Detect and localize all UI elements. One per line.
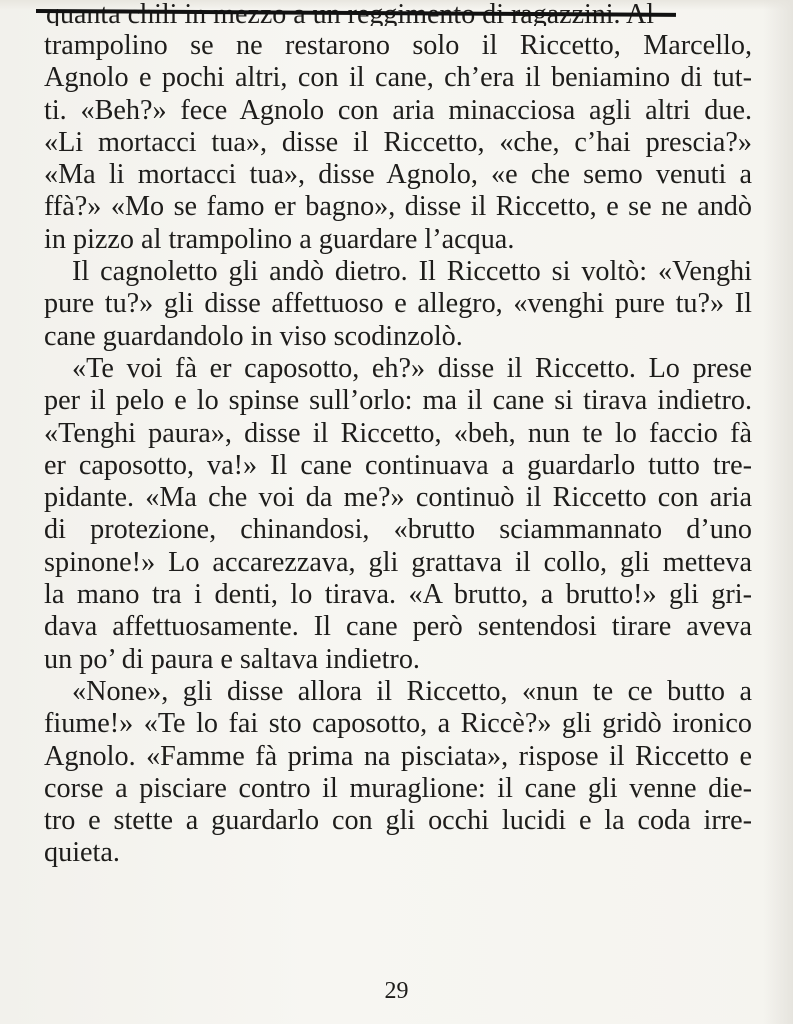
text-line: cane guardandolo in viso scodinzolò. xyxy=(44,320,463,352)
text-line: ffà?» «Mo se famo er bagno», disse il Riccetto, e se ne andò xyxy=(44,191,752,223)
text-line: spinone!» Lo accarezzava, gli grattava il collo, gli metteva xyxy=(44,546,752,578)
text-line: «Li mortacci tua», disse il Riccetto, «che, c’hai prescia?» xyxy=(44,126,752,158)
text-line: la mano tra i denti, lo tirava. «A brutto, a brutto!» gli gri- xyxy=(44,579,752,611)
text-line: er caposotto, va!» Il cane continuava a guardarlo tutto tre- xyxy=(44,449,752,481)
text-line: un po’ di paura e saltava indietro. xyxy=(44,643,420,675)
text-line: fiume!» «Te lo fai sto caposotto, a Riccè?» gli gridò ironico xyxy=(44,708,752,740)
text-line: ti. «Beh?» fece Agnolo con aria minacciosa agli altri due. xyxy=(44,94,752,126)
text-line: Agnolo. «Famme fà prima na pisciata», rispose il Riccetto e xyxy=(44,740,752,772)
body-text xyxy=(44,30,752,870)
text-line: per il pelo e lo spinse sull’orlo: ma il cane si tirava indietro. xyxy=(44,385,752,417)
text-line: tro e stette a guardarlo con gli occhi lucidi e la coda irre- xyxy=(44,805,752,837)
text-line: di protezione, chinandosi, «brutto sciammannato d’uno xyxy=(44,514,752,546)
text-line: Il cagnoletto gli andò dietro. Il Riccetto si voltò: «Venghi xyxy=(72,256,752,288)
text-line: Agnolo e pochi altri, con il cane, ch’era il beniamino di tut- xyxy=(44,62,752,94)
text-line: quieta. xyxy=(44,837,120,869)
text-line: trampolino se ne restarono solo il Riccetto, Marcello, xyxy=(44,30,752,61)
text-line: «None», gli disse allora il Riccetto, «nun te ce butto a xyxy=(72,675,752,707)
text-line: in pizzo al trampolino a guardare l’acqua. xyxy=(44,223,515,255)
text-line: pure tu?» gli disse affettuoso e allegro, «venghi pure tu?» Il xyxy=(44,288,752,320)
text-line: «Ma li mortacci tua», disse Agnolo, «e che semo venuti a xyxy=(44,159,752,191)
page-right-shadow xyxy=(763,0,793,1024)
page-number: 29 xyxy=(384,978,409,1004)
text-line: «Te voi fà er caposotto, eh?» disse il Riccetto. Lo prese xyxy=(72,352,752,384)
text-line: «Tenghi paura», disse il Riccetto, «beh, nun te lo faccio fà xyxy=(44,417,752,449)
text-line: dava affettuosamente. Il cane però sentendosi tirare aveva xyxy=(44,611,752,643)
text-line: pidante. «Ma che voi da me?» continuò il Riccetto con aria xyxy=(44,482,752,514)
text-line: corse a pisciare contro il muraglione: il cane gli venne die- xyxy=(44,772,752,804)
